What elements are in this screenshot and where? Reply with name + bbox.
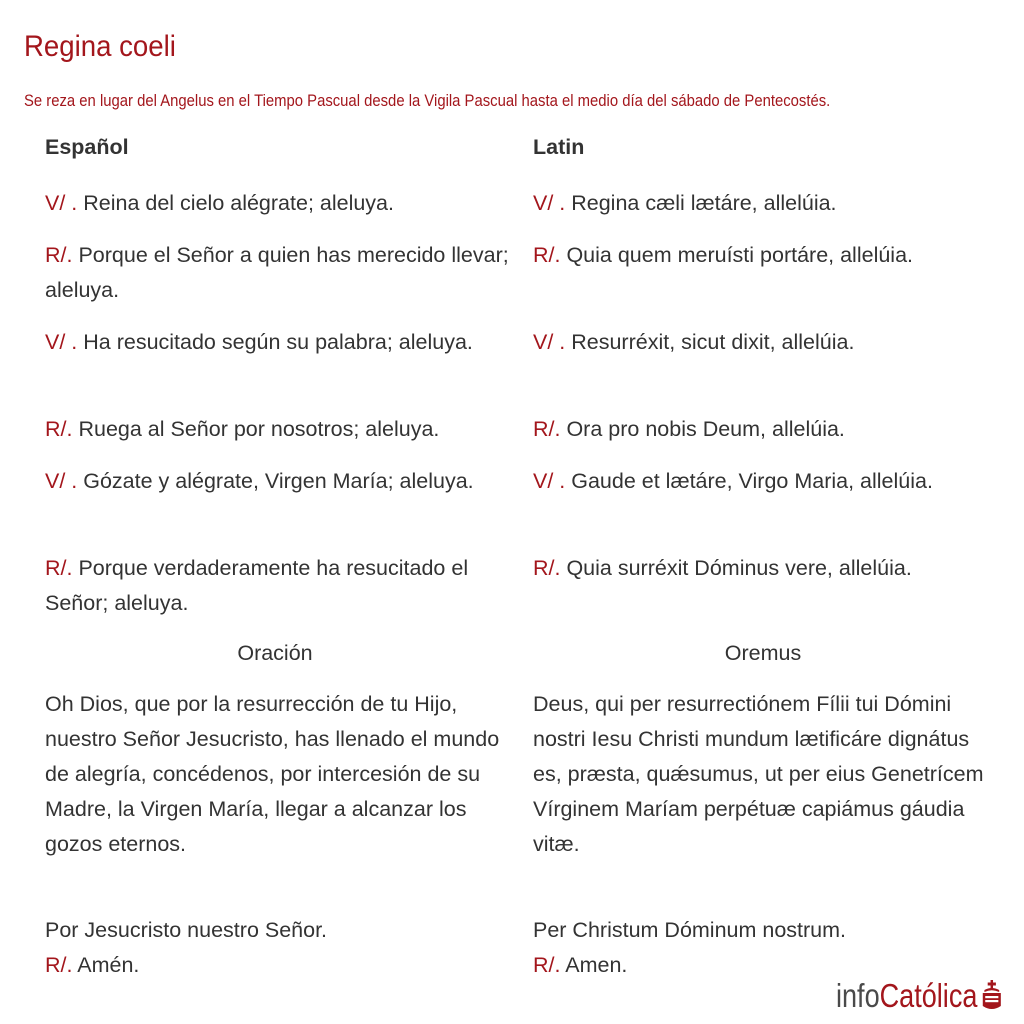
spanish-heading: Español <box>45 135 129 159</box>
latin-prayer-text: Deus, qui per resurrectiónem Fílii tui Dómini nostri Iesu Christi mundum lætificáre dignátus es, præsta, quǽsumus, ut per eius Genetrícem Vírginem Maríam perpétuæ capiámus gáudia vitæ. <box>533 692 984 856</box>
verse-mark: V/ . <box>45 191 78 215</box>
verse-text: Gaude et lætáre, Virgo Maria, allelúia. <box>565 469 933 493</box>
latin-verse <box>533 551 1003 621</box>
response-mark: R/. <box>533 953 561 977</box>
spanish-prayer-text: Oh Dios, que por la resurrección de tu Hijo, nuestro Señor Jesucristo, has llenado el mundo de alegría, concédenos, por intercesión de su Madre, la Virgen María, llegar a alcanzar los gozos eternos. <box>45 692 500 856</box>
spanish-prayer-title: Oración <box>237 641 313 665</box>
verse-mark: V/ . <box>45 469 78 493</box>
spanish-closing-response <box>45 948 515 983</box>
latin-closing-text: Per Christum Dóminum nostrum. <box>533 918 847 942</box>
verse-text: Quia surréxit Dóminus vere, allelúia. <box>560 556 912 580</box>
latin-verse <box>533 464 1003 534</box>
verse-mark: V/ . <box>45 330 78 354</box>
response-text: Amen. <box>560 953 628 977</box>
verse-text: Ruega al Señor por nosotros; aleluya. <box>72 417 440 441</box>
spanish-verse <box>45 551 515 621</box>
spanish-verse <box>45 464 515 534</box>
verse-text: Ha resucitado según su palabra; aleluya. <box>77 330 473 354</box>
spanish-verse <box>45 238 515 308</box>
verse-text: Resurréxit, sicut dixit, allelúia. <box>565 330 855 354</box>
verse-mark: V/ . <box>533 191 566 215</box>
verse-mark: R/. <box>45 556 73 580</box>
verse-mark: V/ . <box>533 469 566 493</box>
spanish-verse <box>45 412 515 447</box>
verse-text: Gózate y alégrate, Virgen María; aleluya. <box>77 469 474 493</box>
spanish-closing-text: Por Jesucristo nuestro Señor. <box>45 918 328 942</box>
latin-heading: Latin <box>533 135 585 159</box>
verse-text: Porque el Señor a quien has merecido llevar; aleluya. <box>45 243 509 302</box>
response-text: Amén. <box>72 953 140 977</box>
verse-mark: R/. <box>45 243 73 267</box>
verse-text: Ora pro nobis Deum, allelúia. <box>560 417 845 441</box>
latin-prayer-title: Oremus <box>724 641 802 665</box>
verse-text: Reina del cielo alégrate; aleluya. <box>77 191 394 215</box>
verse-mark: R/. <box>533 556 561 580</box>
spanish-column <box>45 134 515 983</box>
page-title: Regina coeli <box>24 30 176 63</box>
verse-text: Porque verdaderamente ha resucitado el Señor; aleluya. <box>45 556 469 615</box>
latin-verse <box>533 325 1003 395</box>
verse-text: Quia quem meruísti portáre, allelúia. <box>560 243 914 267</box>
verse-mark: V/ . <box>533 330 566 354</box>
response-mark: R/. <box>45 953 73 977</box>
latin-verse <box>533 186 1003 221</box>
verse-mark: R/. <box>533 417 561 441</box>
infocatolica-logo[interactable] <box>836 974 1004 1018</box>
spanish-verse <box>45 186 515 221</box>
crown-cross-icon <box>980 979 1005 1013</box>
latin-verse <box>533 412 1003 447</box>
verse-mark: R/. <box>533 243 561 267</box>
verse-mark: R/. <box>45 417 73 441</box>
latin-verse <box>533 238 1003 308</box>
page-subtitle: Se reza en lugar del Angelus en el Tiempo Pascual desde la Vigila Pascual hasta el medio día del sábado de Pentecostés. <box>24 92 831 110</box>
logo-brand: Católica <box>879 977 978 1014</box>
verse-text: Regina cæli lætáre, allelúia. <box>565 191 837 215</box>
latin-column <box>533 134 1003 983</box>
spanish-verse <box>45 325 515 395</box>
logo-prefix: info <box>836 977 880 1014</box>
